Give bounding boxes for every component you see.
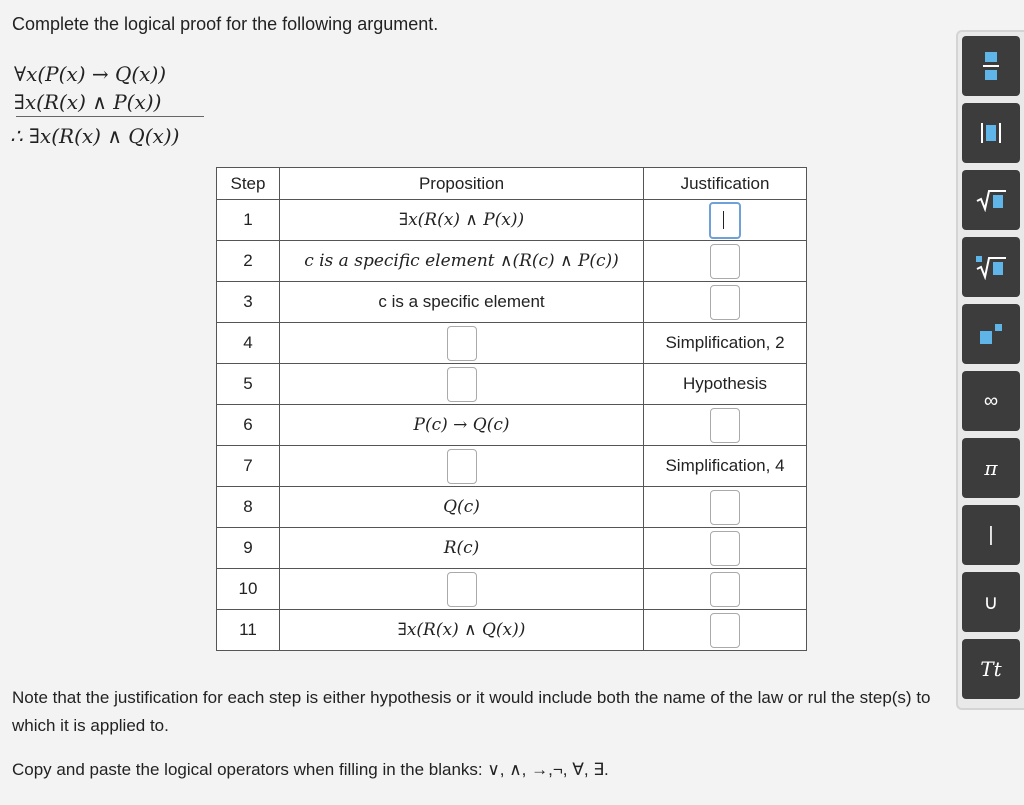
absolute-value-button[interactable] [962,103,1020,163]
step-number: 4 [217,323,280,364]
proposition-text: R(c) [280,528,644,569]
proposition-text: ∃x(R(x) ∧ Q(x)) [280,610,644,651]
header-proposition: Proposition [280,168,644,200]
justification-cell [644,528,807,569]
infinity-icon: ∞ [983,389,999,412]
proposition-text: c is a specific element ∧(R(c) ∧ P(c)) [280,241,644,282]
exponent-button[interactable] [962,304,1020,364]
header-justification: Justification [644,168,807,200]
justification-cell [644,569,807,610]
table-header-row [217,168,807,200]
step-number: 5 [217,364,280,405]
proposition-input[interactable] [447,572,477,607]
premise-1: ∀x(P(x) → Q(x)) [14,62,167,86]
nth-root-icon [974,254,1008,280]
table-row [217,241,807,282]
bar-button[interactable] [962,505,1020,565]
step-number: 11 [217,610,280,651]
table-row [217,282,807,323]
operators-note: Copy and paste the logical operators when filling in the blanks: ∨, ∧, →,¬, ∀, ∃. [12,760,609,779]
math-palette [956,30,1024,710]
fraction-icon [981,50,1001,82]
step-number: 8 [217,487,280,528]
justification-input[interactable] [710,531,740,566]
proposition-text: ∃x(R(x) ∧ P(x)) [280,200,644,241]
square-root-icon [975,188,1007,212]
justification-cell [644,241,807,282]
proposition-cell [280,323,644,364]
proposition-cell [280,364,644,405]
header-step: Step [217,168,280,200]
justification-text: Hypothesis [644,364,807,405]
proposition-text: P(c) → Q(c) [280,405,644,446]
square-root-button[interactable] [962,170,1020,230]
justification-input[interactable] [710,490,740,525]
argument [10,60,180,148]
justification-text: Simplification, 2 [644,323,807,364]
pi-icon: π [984,456,998,480]
proposition-text: c is a specific element [280,282,644,323]
step-number: 2 [217,241,280,282]
instruction-note: Note that the justification for each step is either hypothesis or it would include both the name of the law or rul the step(s) to which it is applied to. [12,688,931,735]
proposition-input[interactable] [447,449,477,484]
text-icon: Tt [980,657,1002,681]
infinity-button[interactable] [962,371,1020,431]
step-number: 1 [217,200,280,241]
justification-cell [644,487,807,528]
table-row [217,528,807,569]
fraction-button[interactable] [962,36,1020,96]
argument-divider [16,116,204,117]
union-button[interactable] [962,572,1020,632]
justification-cell [644,405,807,446]
table-row [217,610,807,651]
table-row [217,487,807,528]
bar-icon: | [988,523,994,546]
justification-cell [644,200,807,241]
step-number: 10 [217,569,280,610]
justification-input[interactable] [710,244,740,279]
proposition-input[interactable] [447,367,477,402]
pi-button[interactable] [962,438,1020,498]
exponent-icon [978,322,1004,346]
conclusion: ∴ ∃x(R(x) ∧ Q(x)) [10,124,180,148]
proposition-cell [280,569,644,610]
table-row [217,200,807,241]
step-number: 3 [217,282,280,323]
step-number: 6 [217,405,280,446]
table-row [217,364,807,405]
nth-root-button[interactable] [962,237,1020,297]
prompt-text: Complete the logical proof for the following argument. [12,14,439,34]
justification-text: Simplification, 4 [644,446,807,487]
table-row [217,446,807,487]
justification-input[interactable] [710,613,740,648]
table-row [217,405,807,446]
proposition-input[interactable] [447,326,477,361]
justification-input[interactable] [710,285,740,320]
step-number: 7 [217,446,280,487]
justification-input[interactable] [710,408,740,443]
step-number: 9 [217,528,280,569]
justification-cell [644,610,807,651]
justification-input[interactable] [709,202,741,239]
absolute-value-icon [979,121,1003,145]
justification-input[interactable] [710,572,740,607]
premise-2: ∃x(R(x) ∧ P(x)) [14,90,162,114]
proposition-text: Q(c) [280,487,644,528]
justification-cell [644,282,807,323]
union-icon: ∪ [983,591,999,614]
proof-table [216,167,807,651]
text-button[interactable] [962,639,1020,699]
table-row [217,569,807,610]
proposition-cell [280,446,644,487]
table-row [217,323,807,364]
